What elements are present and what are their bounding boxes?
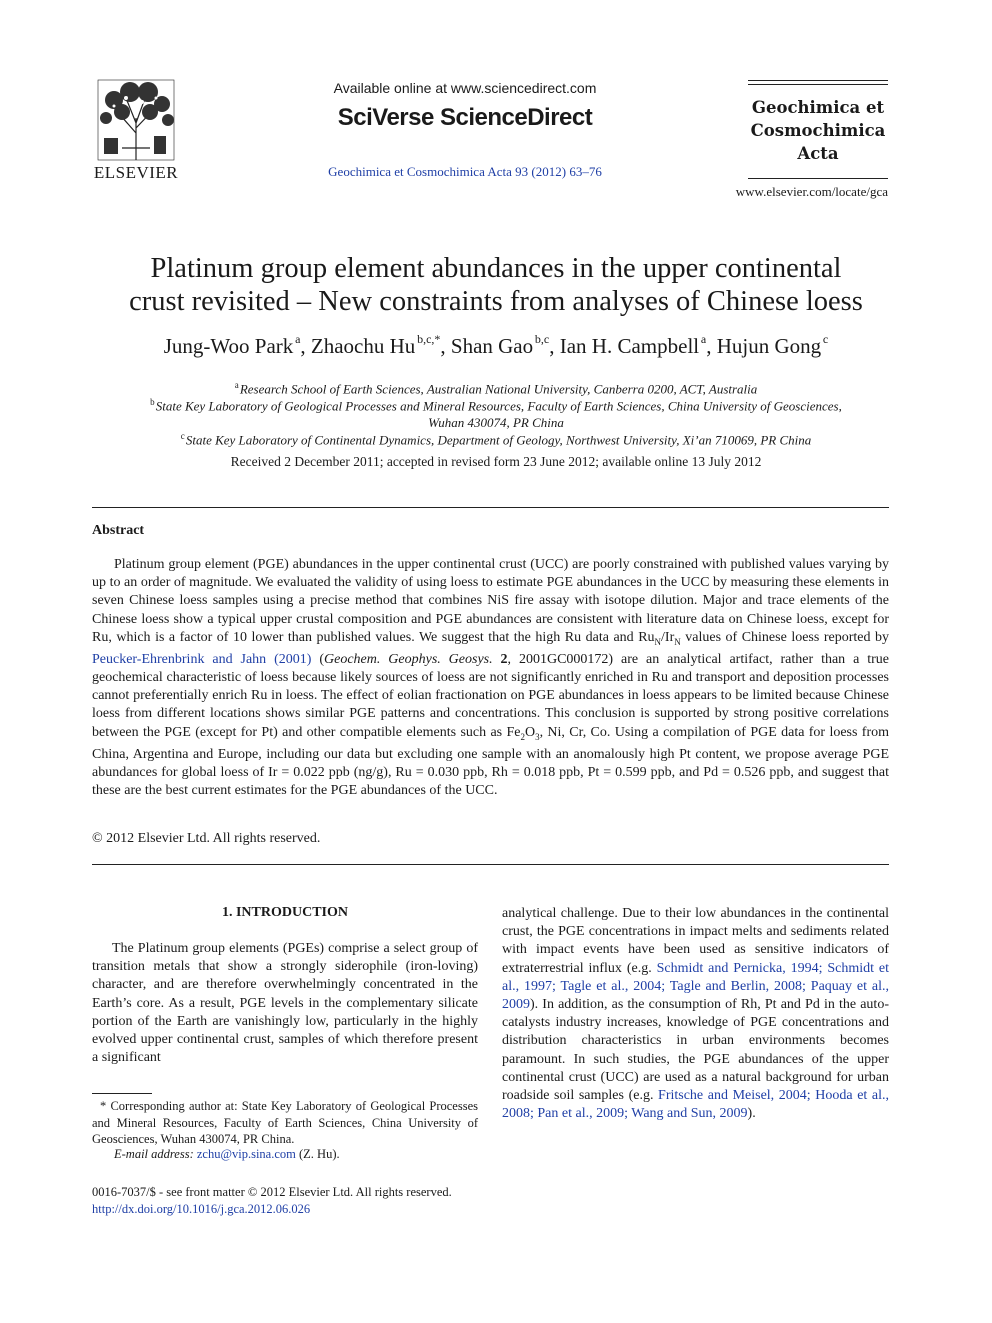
abstract-bottom-rule	[92, 864, 889, 865]
affiliation-text: Research School of Earth Sciences, Australian National University, Canberra 0200, ACT, Australia	[239, 381, 758, 397]
subscript: 2	[520, 731, 525, 742]
copyright-line: © 2012 Elsevier Ltd. All rights reserved.	[92, 831, 321, 846]
affiliation-text: State Key Laboratory of Geological Processes and Mineral Resources, Faculty of Earth Sciences, China University of Geosciences,	[155, 398, 842, 414]
journal-title-rule-top-2	[748, 84, 888, 85]
author-name[interactable]: Shan Gao	[450, 334, 534, 358]
author-affil-mark[interactable]: b,c	[534, 332, 550, 346]
author-separator: ,	[549, 334, 560, 358]
section-heading-introduction: 1. INTRODUCTION	[221, 905, 348, 920]
author-separator: ,	[440, 334, 451, 358]
volume-number: 2	[500, 651, 508, 667]
email-label: E-mail address:	[114, 1147, 194, 1161]
body-text: ).	[747, 1106, 756, 1122]
available-online-text: Available online at www.sciencedirect.com	[333, 80, 597, 96]
footnote-text: Corresponding author at: State Key Laboratory of Geological Processes and Mineral Resources, Faculty of Earth Sciences, China University of Geosciences, Wuhan 430074, PR China.	[92, 1099, 478, 1147]
subscript: 3	[535, 731, 540, 742]
affiliation-b	[100, 394, 892, 431]
journal-title-line-3: Acta	[797, 144, 839, 163]
subscript: N	[674, 636, 681, 647]
journal-title-rule-top	[748, 80, 888, 81]
abstract-text: Platinum group element (PGE) abundances in the upper continental crust (UCC) are poorly constrained with published values varying by up to an order of magnitude. We evaluated the validity of using loess to estimate PGE abundances in the UCC by measuring these elements in seven Chinese loess samples using a precise method that combines NiS fire assay with isotope dilution. Major and trace elements of the Chinese loess show a typical upper crustal composition and PGE abundances are consistent with literature data on Chinese loess, except for Ru, which is a factor of 10 lower than published values. We suggest that the high Ru data and Ru	[92, 557, 889, 645]
abstract-text: (	[311, 651, 324, 667]
reference-links[interactable]: Fritsche and Meisel, 2004; Hooda et al., 2008; Pan et al., 2009; Wang and Sun, 2009	[502, 1088, 889, 1122]
intro-left-column	[92, 940, 478, 1067]
body-text: analytical challenge. Due to their low abundances in the continental crust, the PGE concentrations in impact melts and sediments related with impact events have been used as sensitive indicators of extraterrestrial influx (e.g.	[502, 906, 889, 976]
abstract-body	[92, 556, 889, 800]
author-affil-mark[interactable]: b,c,*	[417, 332, 441, 346]
body-text: ). In addition, as the consumption of Rh, Pt and Pd in the auto-catalysts industry increases, knowledge of PGE concentrations and distribution characteristics in urban environments becomes paramount. In such studies, the PGE abundances of the upper continental crust (UCC) are used as a natural background for urban roadside soil samples (e.g.	[502, 997, 889, 1104]
abstract-heading: Abstract	[92, 523, 145, 538]
affiliation-c	[100, 428, 892, 448]
abstract-text: O	[524, 724, 536, 740]
sciencedirect-brand[interactable]: SciVerse ScienceDirect	[337, 104, 593, 131]
author-name[interactable]: Ian H. Campbell	[559, 334, 700, 358]
abstract-text: /Ir	[661, 629, 675, 645]
author-name[interactable]: Jung-Woo Park	[163, 334, 294, 358]
affiliation-mark: a	[234, 380, 239, 390]
journal-title	[748, 96, 888, 165]
email-link[interactable]: zchu@vip.sina.com	[196, 1147, 296, 1161]
doi-link[interactable]: http://dx.doi.org/10.1016/j.gca.2012.06.026	[92, 1201, 311, 1216]
author-affil-mark[interactable]: a	[295, 332, 301, 346]
author-name[interactable]: Zhaochu Hu	[310, 334, 416, 358]
author-list	[60, 334, 932, 359]
affiliation-text: Wuhan 430074, PR China	[428, 415, 564, 431]
journal-citation-link[interactable]: Geochimica et Cosmochimica Acta 93 (2012) 63–76	[328, 164, 602, 179]
reference-link[interactable]: Peucker-Ehrenbrink and Jahn (2001)	[92, 651, 312, 667]
journal-title-rule-bottom	[748, 178, 888, 179]
footnote-rule	[92, 1093, 152, 1094]
received-dates: Received 2 December 2011; accepted in revised form 23 June 2012; available online 13 July 2012	[230, 454, 762, 469]
issn-line: 0016-7037/$ - see front matter © 2012 Elsevier Ltd. All rights reserved.	[92, 1185, 452, 1199]
journal-title-line-1: Geochimica et	[751, 98, 885, 117]
reference-links[interactable]: Schmidt and Pernicka, 1994; Schmidt et al., 1997; Tagle et al., 2004; Tagle and Berlin, 2008; Paquay et al., 2009	[502, 960, 889, 1013]
corresponding-author-footnote	[92, 1098, 478, 1148]
abstract-text: , 2001GC000172) are an analytical artifact, rather than a true geochemical characteristic of loess because likely sources of loess are not significantly enriched in Ru and transport and deposition processes cannot preferentially enrich Ru in loess. The effect of eolian fractionation on PGE abundances in loess appears to be limited because Chinese loess from different locations shows similar PGE patterns and concentrations. This conclusion is supported by strong positive correlations between the PGE (except for Pt) and other compatible elements such as Fe	[92, 651, 889, 740]
intro-right-column	[502, 905, 889, 1123]
article-title	[60, 252, 932, 318]
author-affil-mark[interactable]: c	[822, 332, 829, 346]
author-separator: ,	[300, 334, 311, 358]
subscript: N	[654, 636, 662, 647]
journal-title-line-2: Cosmochimica	[750, 121, 886, 140]
affiliation-text: State Key Laboratory of Continental Dynamics, Department of Geology, Northwest University, Xi’an 710069, PR China	[185, 432, 812, 448]
abstract-text	[493, 652, 501, 667]
author-separator: ,	[706, 334, 717, 358]
publisher-wordmark: ELSEVIER	[93, 163, 179, 182]
journal-abbrev: Geochem. Geophys. Geosys.	[324, 651, 493, 667]
email-suffix: (Z. Hu).	[295, 1147, 340, 1161]
intro-paragraph: The Platinum group elements (PGEs) comprise a select group of transition metals that show a strongly siderophile (iron-loving) character, and are therefore overwhelmingly concentrated in the Earth’s core. As a result, PGE levels in the complementary silicate portion of the Earth are vanishingly low, particularly in the highly evolved upper continental crust, samples of which therefore present a significant	[92, 941, 478, 1066]
journal-url[interactable]: www.elsevier.com/locate/gca	[735, 184, 888, 199]
article-title-line-2: crust revisited – New constraints from analyses of Chinese loess	[129, 286, 863, 317]
email-line	[92, 1147, 478, 1162]
author-name[interactable]: Hujun Gong	[716, 334, 822, 358]
affiliation-mark: c	[180, 431, 185, 441]
abstract-top-rule	[92, 507, 889, 508]
article-title-line-1: Platinum group element abundances in the upper continental	[150, 253, 842, 284]
abstract-text: values of Chinese loess reported by	[680, 629, 889, 645]
abstract-text: , Ni, Cr, Co. Using a compilation of PGE data for loess from China, Argentina and Europe, including our data but excluding one sample with an anomalously high Pt content, we propose average PGE abundances for global loess of Ir = 0.022 ppb (ng/g), Ru = 0.030 ppb, Rh = 0.018 ppb, Pt = 0.599 ppb, and Pd = 0.526 ppb, and suggest that these are the best current estimates for the PGE abundances of the UCC.	[92, 724, 890, 799]
front-matter	[92, 1184, 592, 1217]
footnote-mark: *	[100, 1099, 107, 1113]
affiliation-mark: b	[150, 397, 155, 407]
author-affil-mark[interactable]: a	[700, 332, 707, 346]
